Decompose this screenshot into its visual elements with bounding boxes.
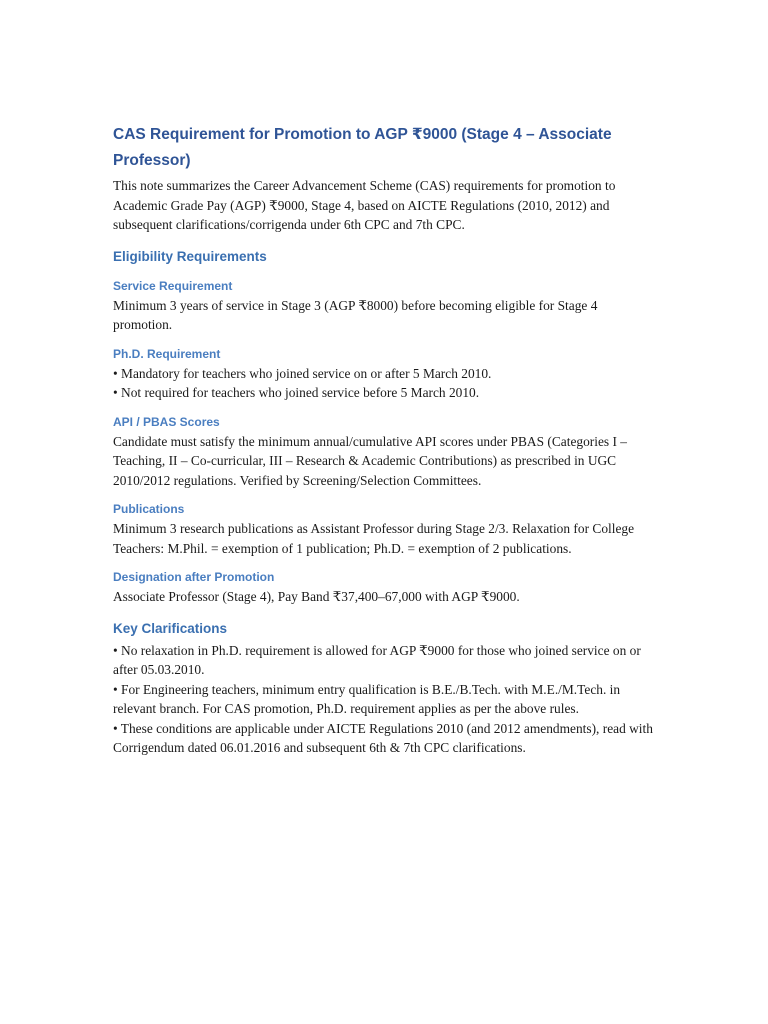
document-page (113, 122, 658, 758)
publications-heading: Publications (113, 502, 185, 516)
phd-bullet-2: • Not required for teachers who joined service before 5 March 2010. (113, 385, 480, 400)
intro-paragraph: This note summarizes the Career Advancement Scheme (CAS) requirements for promotion to Academic Grade Pay (AGP) ₹9000, Stage 4, based on AICTE Regulations (2010, 2012) and subsequent clarifications/corrigenda under 6th CPC and 7th CPC. (113, 178, 616, 232)
publications-text: Minimum 3 research publications as Assistant Professor during Stage 2/3. Relaxation for College Teachers: M.Phil. = exemption of 1 publication; Ph.D. = exemption of 2 publications. (113, 521, 635, 556)
clarification-bullet-3: • These conditions are applicable under AICTE Regulations 2010 (and 2012 amendments), read with Corrigendum dated 06.01.2016 and subsequent 6th & 7th CPC clarifications. (113, 720, 653, 755)
phd-bullet-1: • Mandatory for teachers who joined service on or after 5 March 2010. (113, 365, 492, 381)
clarification-bullet-1: • No relaxation in Ph.D. requirement is allowed for AGP ₹9000 for those who joined service on or after 05.03.2010. (113, 642, 641, 677)
api-pbas-heading: API / PBAS Scores (113, 414, 220, 429)
designation-text: Associate Professor (Stage 4), Pay Band ₹37,400–67,000 with AGP ₹9000. (113, 589, 520, 604)
designation-heading: Designation after Promotion (113, 570, 275, 584)
phd-requirement-heading: Ph.D. Requirement (113, 346, 221, 361)
api-pbas-text: Candidate must satisfy the minimum annual/cumulative API scores under PBAS (Categories I – Teaching, II – Co-curricular, III – Research & Academic Contributions) as prescribed in UGC 2010/2012 regulations. Verified by Screening/Selection Committees. (113, 433, 627, 488)
service-requirement-heading: Service Requirement (113, 278, 233, 293)
service-requirement-text: Minimum 3 years of service in Stage 3 (AGP ₹8000) before becoming eligible for Stage 4 promotion. (113, 297, 598, 332)
key-clarifications-heading: Key Clarifications (113, 620, 228, 636)
clarification-bullet-2: • For Engineering teachers, minimum entry qualification is B.E./B.Tech. with M.E./M.Tech. in relevant branch. For CAS promotion, Ph.D. requirement applies as per the above rules. (113, 681, 621, 716)
eligibility-heading: Eligibility Requirements (113, 248, 267, 264)
document-title: CAS Requirement for Promotion to AGP ₹9000 (Stage 4 – Associate Professor) (113, 126, 612, 169)
